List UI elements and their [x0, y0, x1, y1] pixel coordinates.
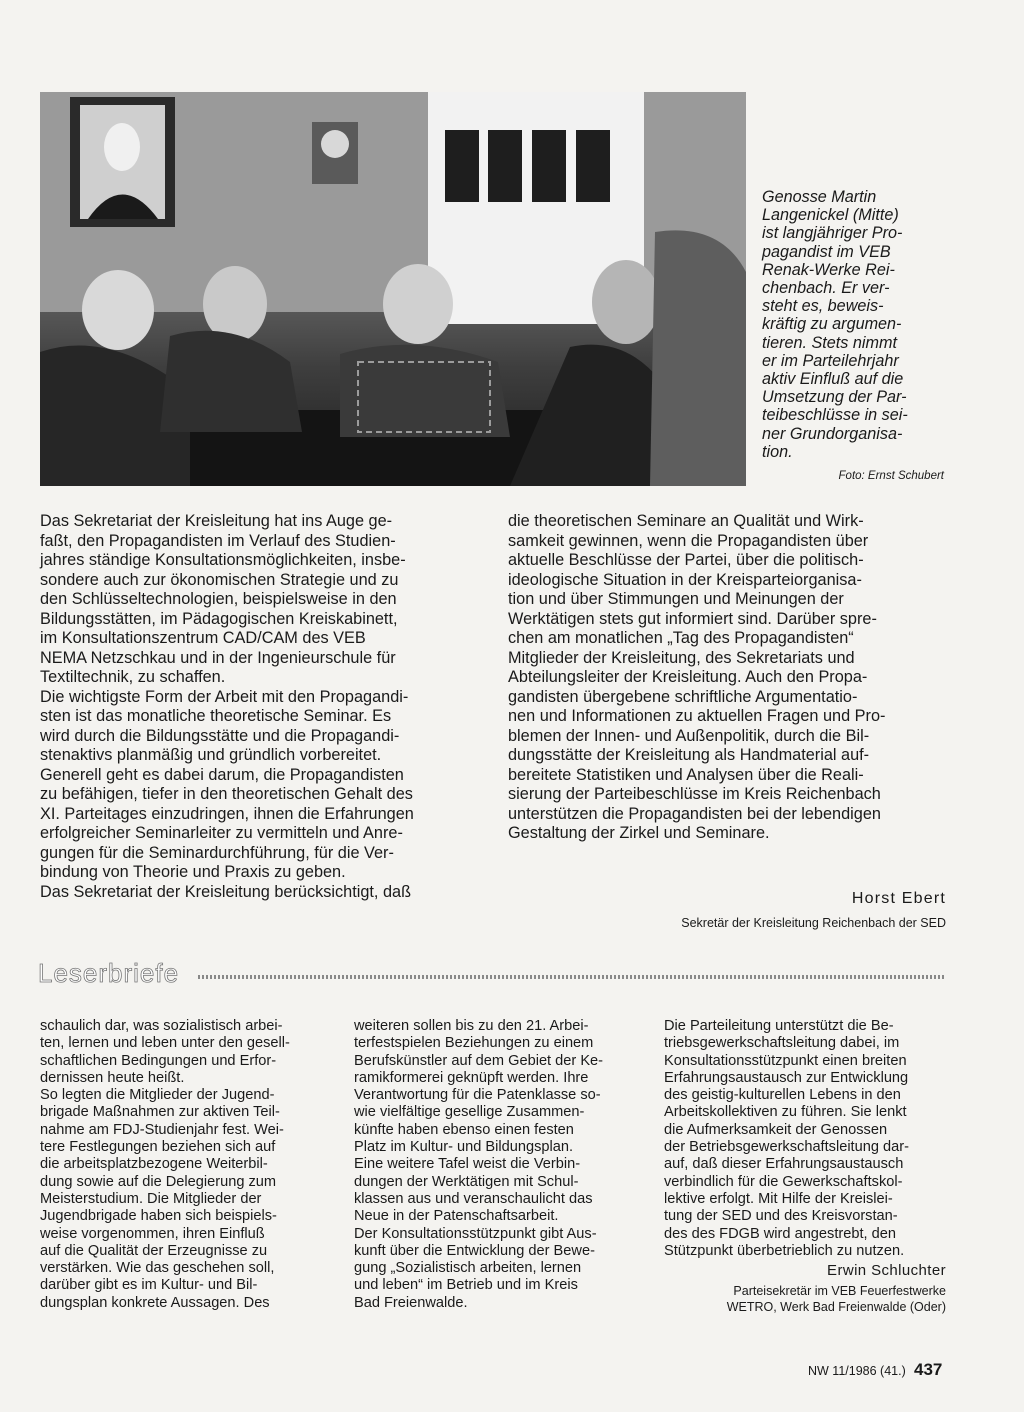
text-line: chen am monatlichen „Tag des Propagandisten“	[508, 629, 854, 647]
text-line: dernissen heute heißt.	[40, 1069, 185, 1086]
text-line: dungsstätte der Kreisleitung als Handmaterial auf-	[508, 746, 870, 764]
article-photo	[40, 92, 746, 486]
text-line: Bad Freienwalde.	[354, 1294, 468, 1311]
text-line: brigade Maßnahmen zur aktiven Teil-	[40, 1104, 280, 1121]
text-line: gungen für die Seminardurchführung, für die Ver-	[40, 843, 394, 862]
text-line: blemen der Innen- und Außenpolitik, durch die Bil-	[508, 726, 870, 745]
article-author: Horst Ebert	[851, 890, 946, 907]
text-line: verbindlich für die Gewerkschaftskol-	[664, 1173, 903, 1190]
text-line: erfolgreicher Seminarleiter zu vermitteln und Anre-	[40, 824, 403, 842]
caption-line: steht es, beweis-	[762, 297, 884, 316]
letter-author-role-2: WETRO, Werk Bad Freienwalde (Oder)	[726, 1300, 946, 1314]
text-line: Der Konsultationsstützpunkt gibt Aus-	[354, 1225, 597, 1242]
text-line: Jugendbrigade haben sich beispiels-	[40, 1208, 277, 1225]
text-line: die theoretischen Seminare an Qualität und Wirk-	[508, 512, 864, 530]
caption-line: ner Grundorganisa-	[762, 424, 903, 443]
article-column-2	[508, 512, 948, 844]
text-line: Das Sekretariat der Kreisleitung hat ins Auge ge-	[40, 512, 393, 530]
text-line: Die wichtigste Form der Arbeit mit den Propagandi-	[40, 687, 409, 706]
text-line: tung der SED und des Kreisvorstan-	[664, 1208, 898, 1225]
text-line: auf, daß dieser Erfahrungsaustausch	[664, 1156, 904, 1173]
section-divider	[198, 975, 946, 979]
text-line: jahres ständige Konsultationsmöglichkeiten, insbe-	[40, 551, 406, 569]
text-line: unterstützen die Propagandisten bei der lebendigen	[508, 804, 881, 823]
text-line: den Schlüsseltechnologien, beispielsweise in den	[40, 590, 397, 608]
text-line: kunft über die Entwicklung der Bewe-	[354, 1242, 595, 1259]
text-line: schaftlichen Bedingungen und Erfor-	[40, 1052, 277, 1069]
text-line: triebsgewerkschaftsleitung dabei, im	[664, 1035, 900, 1052]
text-line: lektive erfolgt. Mit Hilfe der Kreislei-	[664, 1190, 893, 1207]
letter-author-role-1: Parteisekretär im VEB Feuerfestwerke	[733, 1284, 946, 1298]
text-line: gung „Sozialistisch arbeiten, lernen	[354, 1260, 582, 1277]
text-line: weise vorgenommen, ihren Einfluß	[40, 1225, 265, 1242]
page-number: 437	[914, 1360, 943, 1379]
text-line: Abteilungsleiter der Kreisleitung. Auch den Propa-	[508, 668, 868, 686]
text-line: Neue in der Patenschaftsarbeit.	[354, 1208, 559, 1225]
text-line: Konsultationsstützpunkt einen breiten	[664, 1052, 907, 1069]
caption-line: er im Parteilehrjahr	[762, 351, 899, 370]
text-line: darüber gibt es im Kultur- und Bil-	[40, 1277, 258, 1294]
section-title: Leserbriefe	[38, 958, 180, 988]
text-line: Stützpunkt überbetrieblich zu nutzen.	[664, 1242, 905, 1259]
text-line: Meisterstudium. Die Mitglieder der	[40, 1190, 262, 1207]
caption-line: kräftig zu argumen-	[762, 315, 902, 334]
text-line: nen und Informationen zu aktuellen Fragen und Pro-	[508, 707, 886, 725]
letters-column-1	[40, 1018, 332, 1312]
caption-line: Langenickel (Mitte)	[762, 206, 899, 225]
text-line: sten ist das monatliche theoretische Seminar. Es	[40, 707, 392, 725]
text-line: faßt, den Propagandisten im Verlauf des Studien-	[40, 531, 396, 550]
text-line: schaulich dar, was sozialistisch arbei-	[40, 1018, 283, 1034]
text-line: bindung von Theorie und Praxis zu geben.	[40, 863, 346, 881]
text-line: des geistig-kulturellen Lebens in den	[664, 1087, 901, 1104]
text-line: bereitete Statistiken und Analysen über die Reali-	[508, 765, 864, 784]
text-line: aktuelle Beschlüsse der Partei, über die politisch-	[508, 551, 864, 569]
text-line: ideologische Situation in der Kreisparteiorganisa-	[508, 570, 862, 589]
text-line: tion und über Stimmungen und Meinungen der	[508, 590, 844, 608]
text-line: Verantwortung für die Patenklasse so-	[354, 1087, 601, 1104]
text-line: auf die Qualität der Erzeugnisse zu	[40, 1242, 268, 1259]
caption-line: Umsetzung der Par-	[762, 388, 907, 407]
text-line: klassen aus und veranschaulicht das	[354, 1190, 593, 1207]
photo-illustration	[40, 92, 746, 486]
text-line: und leben“ im Betrieb und im Kreis	[354, 1277, 578, 1294]
text-line: wie vielfältige gesellige Zusammen-	[354, 1104, 585, 1121]
issue-number: NW 11/1986 (41.)	[808, 1364, 906, 1378]
text-line: im Konsultationszentrum CAD/CAM des VEB	[40, 629, 366, 647]
text-line: dung sowie auf die Delegierung zum	[40, 1173, 277, 1190]
caption-line: teibeschlüsse in sei-	[762, 406, 908, 425]
text-line: weiteren sollen bis zu den 21. Arbei-	[354, 1018, 589, 1034]
text-line: Gestaltung der Zirkel und Seminare.	[508, 824, 770, 842]
text-line: Mitglieder der Kreisleitung, des Sekretariats und	[508, 648, 855, 667]
text-line: Eine weitere Tafel weist die Verbin-	[354, 1156, 581, 1173]
text-line: XI. Parteitages einzudringen, ihnen die Erfahrungen	[40, 804, 414, 823]
article-author-role: Sekretär der Kreisleitung Reichenbach der SED	[681, 916, 946, 930]
text-line: ramikformerei geknüpft werden. Ihre	[354, 1069, 589, 1086]
text-line: dungen der Werktätigen mit Schul-	[354, 1173, 579, 1190]
text-line: Das Sekretariat der Kreisleitung berücksichtigt, daß	[40, 882, 412, 901]
text-line: stenaktivs planmäßig und gründlich vorbereitet.	[40, 746, 382, 764]
caption-line: pagandist im VEB	[762, 242, 891, 261]
text-line: Erfahrungsaustausch zur Entwicklung	[664, 1069, 909, 1086]
text-line: sierung der Parteibeschlüsse im Kreis Reichenbach	[508, 785, 881, 803]
text-line: künfte haben ebenso einen festen	[354, 1121, 574, 1138]
letters-column-2	[354, 1018, 646, 1312]
text-line: des des FDGB wird angestrebt, den	[664, 1225, 896, 1242]
text-line: Die Parteileitung unterstützt die Be-	[664, 1018, 894, 1034]
photo-credit: Foto: Ernst Schubert	[838, 470, 944, 482]
caption-line: tieren. Stets nimmt	[762, 333, 897, 352]
text-line: NEMA Netzschkau und in der Ingenieurschule für	[40, 648, 396, 667]
text-line: die Aufmerksamkeit der Genossen	[664, 1121, 888, 1138]
text-line: ten, lernen und leben unter den gesell-	[40, 1035, 290, 1052]
caption-line: chenbach. Er ver-	[762, 279, 890, 298]
photo-caption	[762, 188, 958, 461]
text-line: Werktätigen stets gut informiert sind. Darüber spre-	[508, 609, 877, 628]
caption-line: aktiv Einfluß auf die	[762, 370, 904, 389]
text-line: Bildungsstätten, im Pädagogischen Kreiskabinett,	[40, 609, 398, 628]
caption-line: Renak-Werke Rei-	[762, 260, 895, 279]
text-line: samkeit gewinnen, wenn die Propagandisten über	[508, 531, 869, 550]
text-line: wird durch die Bildungsstätte und die Propagandi-	[40, 726, 400, 745]
text-line: dungsplan konkrete Aussagen. Des	[40, 1294, 270, 1311]
letter-author: Erwin Schluchter	[827, 1262, 946, 1279]
text-line: Platz im Kultur- und Bildungsplan.	[354, 1139, 574, 1156]
caption-line: tion.	[762, 442, 793, 461]
text-line: Berufskünstler auf dem Gebiet der Ke-	[354, 1052, 604, 1069]
text-line: terfestspielen Beziehungen zu einem	[354, 1035, 594, 1052]
text-line: Generell geht es dabei darum, die Propagandisten	[40, 765, 404, 784]
text-line: So legten die Mitglieder der Jugend-	[40, 1087, 275, 1104]
caption-line: ist langjähriger Pro-	[762, 224, 903, 243]
text-line: zu befähigen, tiefer in den theoretischen Gehalt des	[40, 785, 413, 803]
text-line: nahme am FDJ-Studienjahr fest. Wei-	[40, 1121, 284, 1138]
caption-line: Genosse Martin	[762, 188, 877, 206]
text-line: Arbeitskollektiven zu führen. Sie lenkt	[664, 1104, 907, 1121]
letters-column-3	[664, 1018, 956, 1260]
text-line: sondere auch zur ökonomischen Strategie und zu	[40, 570, 399, 589]
text-line: verstärken. Wie das geschehen soll,	[40, 1260, 275, 1277]
article-column-1	[40, 512, 480, 902]
text-line: der Betriebsgewerkschaftsleitung dar-	[664, 1139, 909, 1156]
text-line: tere Festlegungen beziehen sich auf	[40, 1139, 276, 1156]
text-line: die arbeitsplatzbezogene Weiterbil-	[40, 1156, 268, 1173]
text-line: gandisten übergebene schriftliche Argumentatio-	[508, 687, 858, 706]
text-line: Textiltechnik, zu schaffen.	[40, 668, 226, 686]
